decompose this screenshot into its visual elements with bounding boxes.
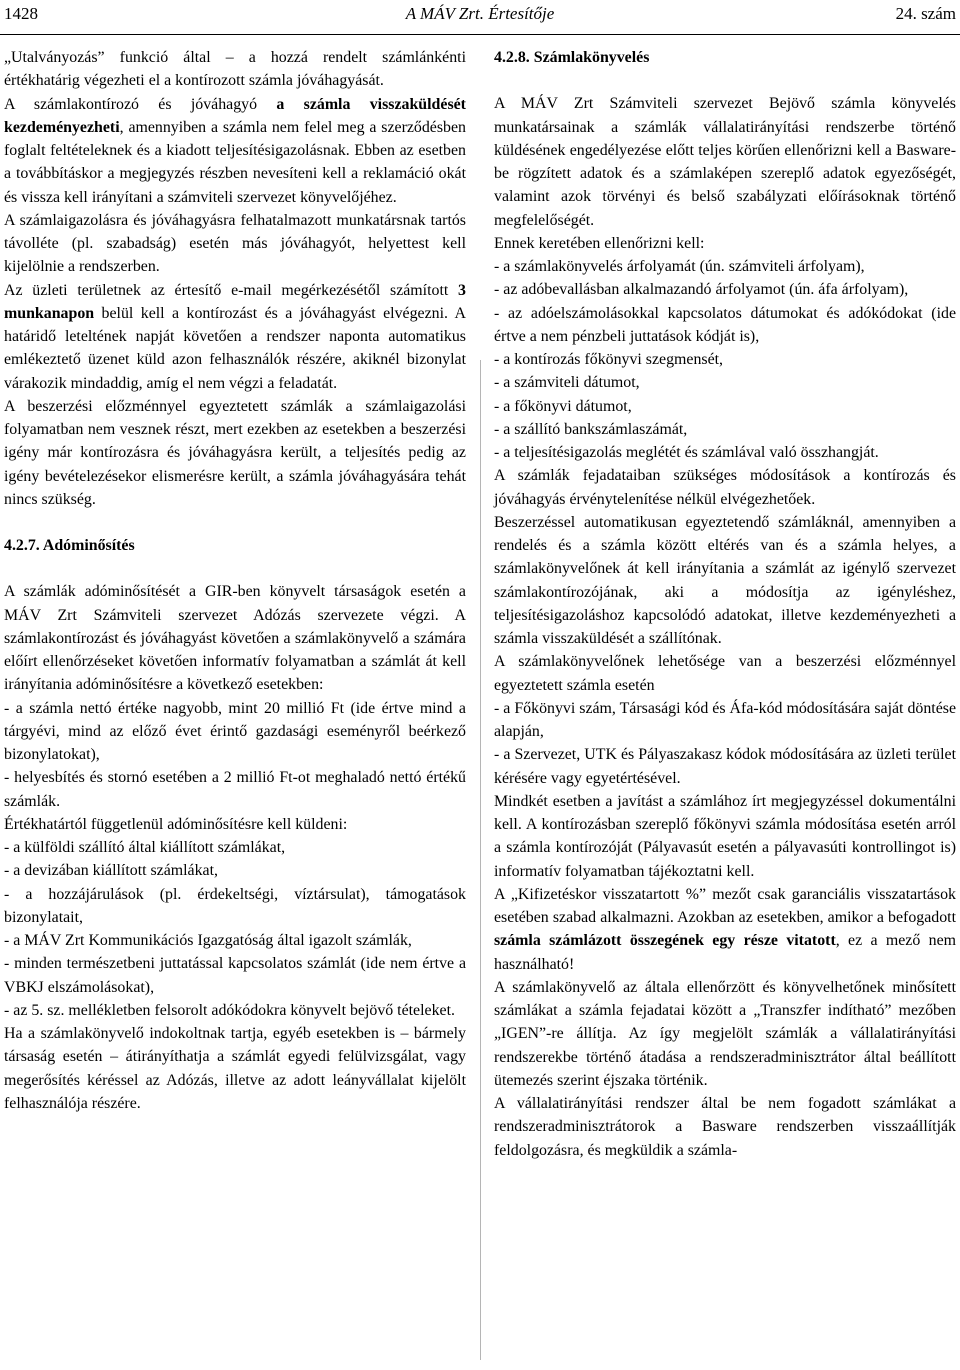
- list-item: - a számviteli dátumot,: [494, 374, 640, 392]
- list-item: - a teljesítésigazolás meglétét és számlával való összhangját.: [494, 444, 879, 461]
- bold-text: számla számlázott összegének egy része vitatott: [494, 932, 836, 950]
- list-item: - a Főkönyvi szám, Társasági kód és Áfa-kód módosítására saját döntése alapján,: [494, 699, 956, 740]
- paragraph: A számlakönyvelő az általa ellenőrzött és könyvelhetőnek minősített számlákat a számla fejadatai között a „Transzfer indítható” mezőben „IGEN”-re állítja. Az így megjelölt számlák a vállalatirányítási rendszerekbe történő átadása a rendszeradminisztrátor által beállított ütemezés szerint éjszaka történik.: [494, 978, 956, 1089]
- list-item: - az 5. sz. mellékletben felsorolt adókódokra könyvelt bejövő tételeket.: [4, 1001, 455, 1019]
- list-item: - a hozzájárulások (pl. érdekeltségi, víztársulat), támogatások bizonylatait,: [4, 885, 466, 926]
- paragraph: „Utalványozás” funkció által – a hozzá rendelt számlánkénti értékhatárig végezheti el a kontírozott számla jóváhagyását.: [4, 49, 466, 90]
- text-run: belül kell a kontírozást és a jóváhagyást elvégezni. A határidő leteltének napját követően a rendszer naponta automatikus emlékeztető üzenet küld azon felhasználók részére, akiknél bizonylat várakozik mindaddig, amíg el nem végzi a feladatát.: [4, 304, 466, 392]
- paragraph: [4, 279, 466, 395]
- spacer: [494, 69, 956, 92]
- page-number: 1428: [4, 4, 38, 23]
- paragraph: A számlák adóminősítését a GIR-ben könyvelt társaságok esetén a MÁV Zrt Számviteli szervezet Adózás szervezete végzi. A számlakontírozást és jóváhagyást követően a számlakönyvelő a számára előírt ellenőrzéseket követően informatív folyamatban a számlát át kell irányítania adóminősítésre a következő esetekben:: [4, 583, 466, 694]
- spacer: [4, 557, 466, 580]
- list-item: - helyesbítés és stornó esetében a 2 millió Ft-ot meghaladó nettó értékű számlák.: [4, 769, 466, 810]
- list-item: - az adóbevallásban alkalmazandó árfolyamot (ún. áfa árfolyam),: [494, 281, 909, 299]
- spacer: [4, 511, 466, 534]
- text-run: Az üzleti területnek az értesítő e-mail megérkezésétől számított: [4, 281, 459, 299]
- column-divider: [480, 360, 481, 1360]
- paragraph: A beszerzési előzménnyel egyeztetett számlák a számlaigazolási folyamatban nem vesznek részt, mert ezekben az esetekben a beszerzési igény már kontírozásra és jóváhagyásra került, a teljesítés pedig az igény bevételezésekor elismerésre került, a számla jóváhagyására tehát nincs szükség.: [4, 397, 466, 508]
- section-heading: 4.2.8. Számlakönyvelés: [494, 49, 650, 66]
- issue-number: 24. szám: [895, 4, 956, 23]
- list-item: - a számlakönyvelés árfolyamát (ún. számviteli árfolyam),: [494, 258, 865, 275]
- list-item: - a MÁV Zrt Kommunikációs Igazgatóság által igazolt számlák,: [4, 932, 412, 949]
- list-item: - az adóelszámolásokkal kapcsolatos dátumokat és adókódokat (ide értve a nem pénzbeli juttatások kódját is),: [494, 304, 956, 345]
- list-item: - a külföldi szállító által kiállított számlákat,: [4, 839, 286, 856]
- bold-text: 3 munkanapon: [4, 281, 466, 322]
- list-item: - a kontírozás főkönyvi szegmensét,: [494, 351, 724, 368]
- paragraph: A számlaigazolásra és jóváhagyásra felhatalmazott munkatársnak tartós távolléte (pl. szabadság) esetén más jóváhagyót, helyettest kell kijelölnie a rendszerben.: [4, 211, 466, 276]
- text-run: , amennyiben a számla nem felel meg a szerződésben foglalt feltételeknek és a kiadott teljesítésigazolásnak. Ebben az esetben a továbbításkor a megjegyzés részben nevesíteni kell a reklamáció okát és vissza kell irányítani a számviteli szervezet könyvelőjéhez.: [4, 118, 466, 206]
- page-header: [0, 0, 960, 35]
- list-item: - a Szervezet, UTK és Pályaszakasz kódok módosítására az üzleti terület kérésére vagy egyetértésével.: [494, 746, 956, 787]
- paragraph: Beszerzéssel automatikusan egyeztetendő számláknál, amennyiben a rendelés és a számla között eltérés van és a számla helyes, a számlakönyvelőnek át kell irányítania a számlát az igénylő szervezet számlakontírozójának, aki a módosítja az igényléshez, teljesítésigazoláshoz kapcsolódó adatokat, illetve kezdeményezheti a számla visszaküldését a szállítónak.: [494, 513, 956, 647]
- bold-text: a számla visszaküldését kezdeményezheti: [4, 95, 466, 136]
- paragraph: A MÁV Zrt Számviteli szervezet Bejövő számla könyvelés munkatársainak a számlák vállalatirányítási rendszerbe történő küldésének engedélyezése előtt teljes körűen ellenőrizni kell a Basware-be rögzített adatok és a számlaképen szereplő adatok egyezőségét, valamint azok törvényi és belső szabályzati előírásoknak történő megfelelőségét.: [494, 95, 956, 229]
- section-heading: 4.2.7. Adóminősítés: [4, 537, 135, 554]
- paragraph: A számlakönyvelőnek lehetősége van a beszerzési előzménnyel egyeztetett számla esetén: [494, 653, 956, 694]
- list-item: - a devizában kiállított számlákat,: [4, 862, 218, 880]
- paragraph: Mindkét esetben a javítást a számlához írt megjegyzéssel dokumentálni kell. A kontírozásban szereplő főkönyvi számla módosítása esetén arról a számla kontírozóját (Pályavasút esetén a pályavasúti kontrollingot is) informatív folyamatban tájékoztatni kell.: [494, 792, 956, 880]
- list-item: - a szállító bankszámlaszámát,: [494, 420, 688, 438]
- paragraph: A vállalatirányítási rendszer által be nem fogadott számlákat a rendszeradminisztrátorok a Basware rendszerben visszaállítják feldolgozásra, és megküldik a számla-: [494, 1095, 956, 1159]
- list-item: - a főkönyvi dátumot,: [494, 397, 632, 415]
- text-run: A „Kifizetéskor visszatartott %” mezőt csak garanciális visszatartások esetében szabad alkalmazni. Azokban az esetekben, amikor a befogadott: [494, 885, 956, 926]
- paragraph: Ha a számlakönyvelő indokoltnak tartja, egyéb esetekben is – bármely társaság esetén – átirányíthatja a számlát egyedi felülvizsgálat, vagy megerősítés kéréssel az Adózás, illetve az adott leányvállalat kijelölt felhasználója részére.: [4, 1025, 466, 1112]
- paragraph: [4, 93, 466, 209]
- text-run: , ez a mező nem használható!: [494, 932, 956, 973]
- right-column: [494, 46, 956, 1162]
- left-column: [4, 46, 466, 1115]
- paragraph: [494, 883, 956, 976]
- paragraph: A számlák fejadataiban szükséges módosítások a kontírozás és jóváhagyás érvénytelenítése nélkül elvégezhetőek.: [494, 467, 956, 508]
- list-item: - a számla nettó értéke nagyobb, mint 20 millió Ft (ide értve mind a tárgyévi, mind az előző évet érintő gazdasági eseményről beérkező bizonylatokat),: [4, 699, 466, 763]
- list-item: - minden természetbeni juttatással kapcsolatos számlát (ide nem értve a VBKJ elszámolásokat),: [4, 955, 466, 996]
- journal-title: A MÁV Zrt. Értesítője: [405, 4, 555, 23]
- text-run: A számlakontírozó és jóváhagyó: [4, 95, 277, 113]
- paragraph: Értékhatártól függetlenül adóminősítésre kell küldeni:: [4, 815, 348, 833]
- paragraph: Ennek keretében ellenőrizni kell:: [494, 234, 705, 252]
